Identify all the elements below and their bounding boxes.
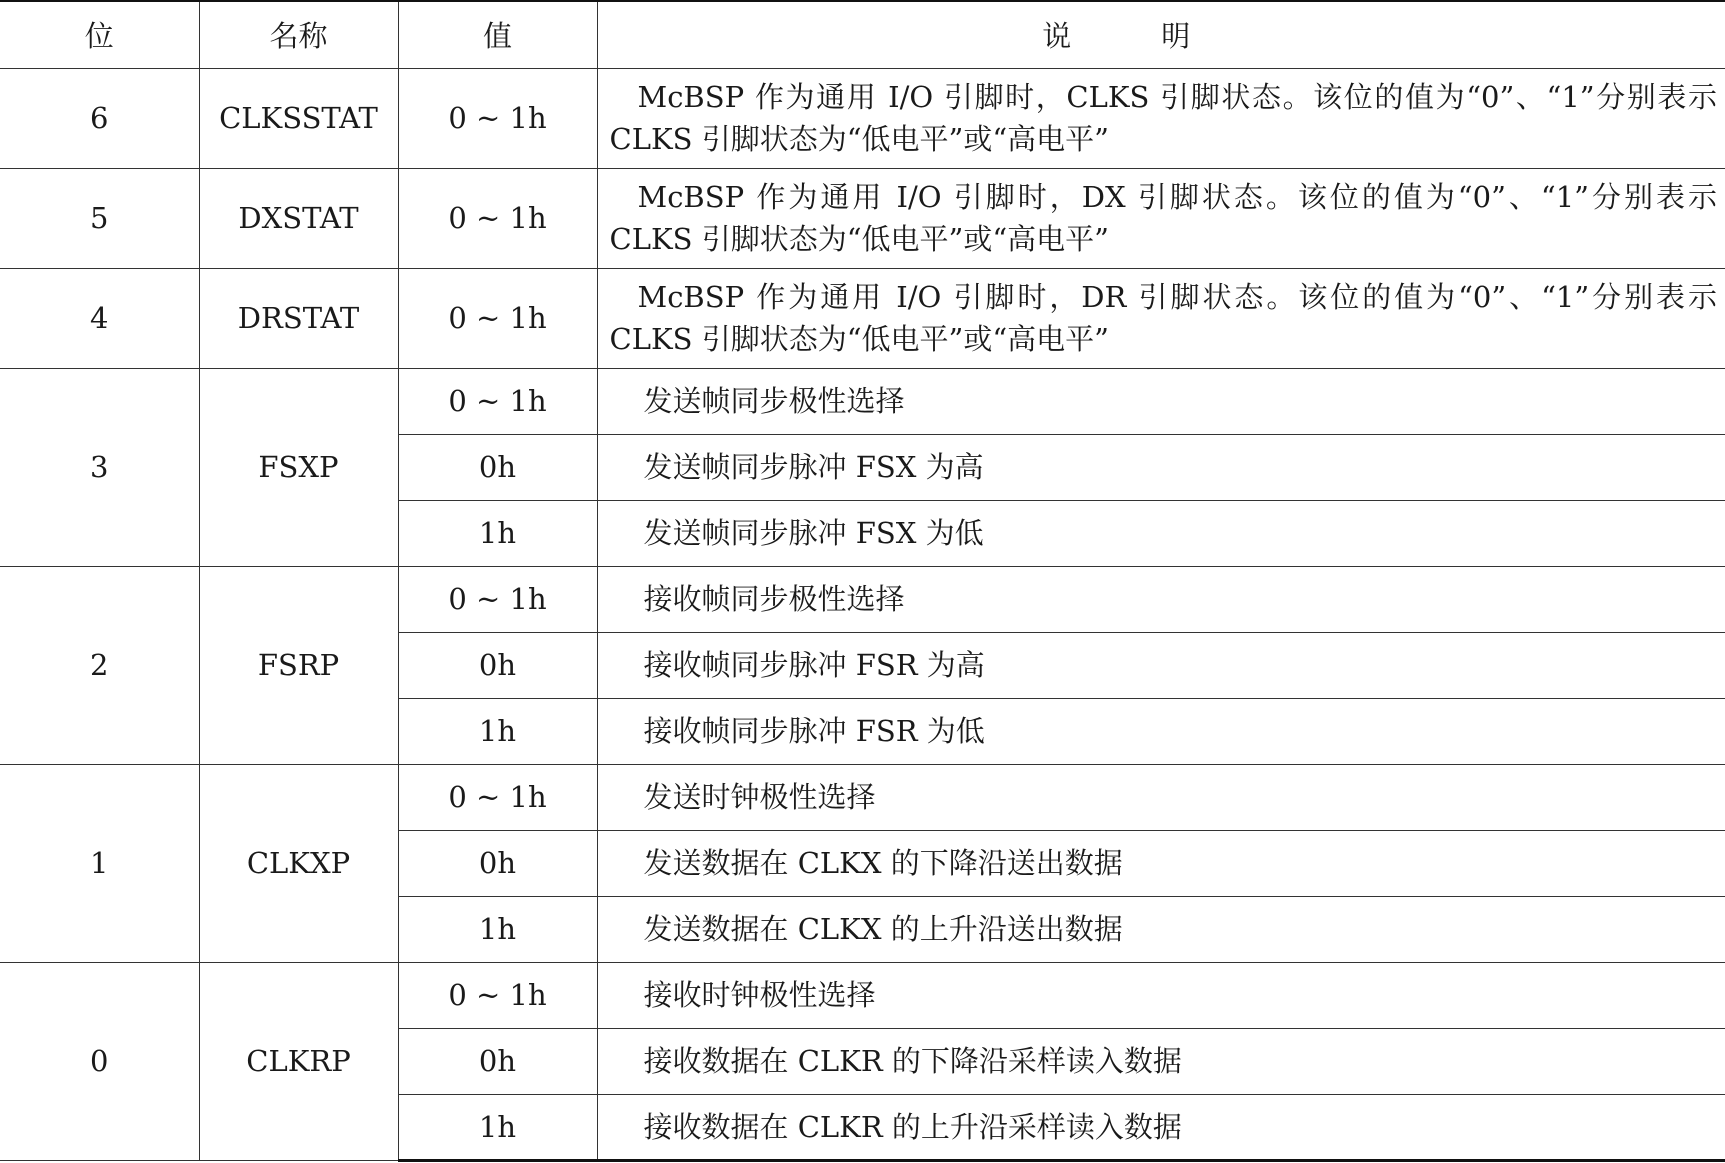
header-value: 值 [398, 1, 597, 68]
bit-cell: 1 [0, 764, 199, 962]
value-cell: 0 ~ 1h [398, 168, 597, 268]
table-row [0, 268, 1725, 368]
description-cell: 接收帧同步脉冲 FSR 为高 [597, 632, 1725, 698]
table-row [0, 368, 1725, 434]
description-cell: 发送帧同步脉冲 FSX 为高 [597, 434, 1725, 500]
value-cell: 0h [398, 1028, 597, 1094]
value-cell: 0 ~ 1h [398, 268, 597, 368]
name-cell: CLKXP [199, 764, 398, 962]
name-cell: CLKSSTAT [199, 68, 398, 168]
description-cell: McBSP 作为通用 I/O 引脚时，CLKS 引脚状态。该位的值为“0”、“1”分别表示 CLKS 引脚状态为“低电平”或“高电平” [597, 68, 1725, 168]
description-cell: 接收数据在 CLKR 的下降沿采样读入数据 [597, 1028, 1725, 1094]
bit-cell: 5 [0, 168, 199, 268]
name-cell: CLKRP [199, 962, 398, 1160]
description-cell: McBSP 作为通用 I/O 引脚时，DX 引脚状态。该位的值为“0”、“1”分别表示 CLKS 引脚状态为“低电平”或“高电平” [597, 168, 1725, 268]
table-row [0, 962, 1725, 1028]
description-cell: 发送帧同步脉冲 FSX 为低 [597, 500, 1725, 566]
description-cell: 发送数据在 CLKX 的上升沿送出数据 [597, 896, 1725, 962]
description-cell: 接收时钟极性选择 [597, 962, 1725, 1028]
table-header-row [0, 1, 1725, 68]
description-cell: 发送时钟极性选择 [597, 764, 1725, 830]
value-cell: 1h [398, 698, 597, 764]
name-cell: FSRP [199, 566, 398, 764]
value-cell: 0 ~ 1h [398, 962, 597, 1028]
bit-cell: 3 [0, 368, 199, 566]
value-cell: 0h [398, 830, 597, 896]
name-cell: DXSTAT [199, 168, 398, 268]
bit-cell: 2 [0, 566, 199, 764]
bit-cell: 0 [0, 962, 199, 1160]
description-cell: McBSP 作为通用 I/O 引脚时，DR 引脚状态。该位的值为“0”、“1”分别表示 CLKS 引脚状态为“低电平”或“高电平” [597, 268, 1725, 368]
description-cell: 接收数据在 CLKR 的上升沿采样读入数据 [597, 1094, 1725, 1160]
header-name: 名称 [199, 1, 398, 68]
table-row [0, 566, 1725, 632]
value-cell: 1h [398, 896, 597, 962]
value-cell: 0 ~ 1h [398, 566, 597, 632]
name-cell: FSXP [199, 368, 398, 566]
description-cell: 接收帧同步极性选择 [597, 566, 1725, 632]
bit-cell: 4 [0, 268, 199, 368]
description-cell: 接收帧同步脉冲 FSR 为低 [597, 698, 1725, 764]
description-cell: 发送帧同步极性选择 [597, 368, 1725, 434]
bit-cell: 6 [0, 68, 199, 168]
value-cell: 0h [398, 632, 597, 698]
value-cell: 1h [398, 1094, 597, 1160]
value-cell: 0 ~ 1h [398, 68, 597, 168]
header-bit: 位 [0, 1, 199, 68]
value-cell: 0h [398, 434, 597, 500]
value-cell: 0 ~ 1h [398, 368, 597, 434]
header-description: 说明 [597, 1, 1725, 68]
table-row [0, 764, 1725, 830]
name-cell: DRSTAT [199, 268, 398, 368]
value-cell: 1h [398, 500, 597, 566]
table-row [0, 168, 1725, 268]
description-cell: 发送数据在 CLKX 的下降沿送出数据 [597, 830, 1725, 896]
value-cell: 0 ~ 1h [398, 764, 597, 830]
table-row [0, 68, 1725, 168]
